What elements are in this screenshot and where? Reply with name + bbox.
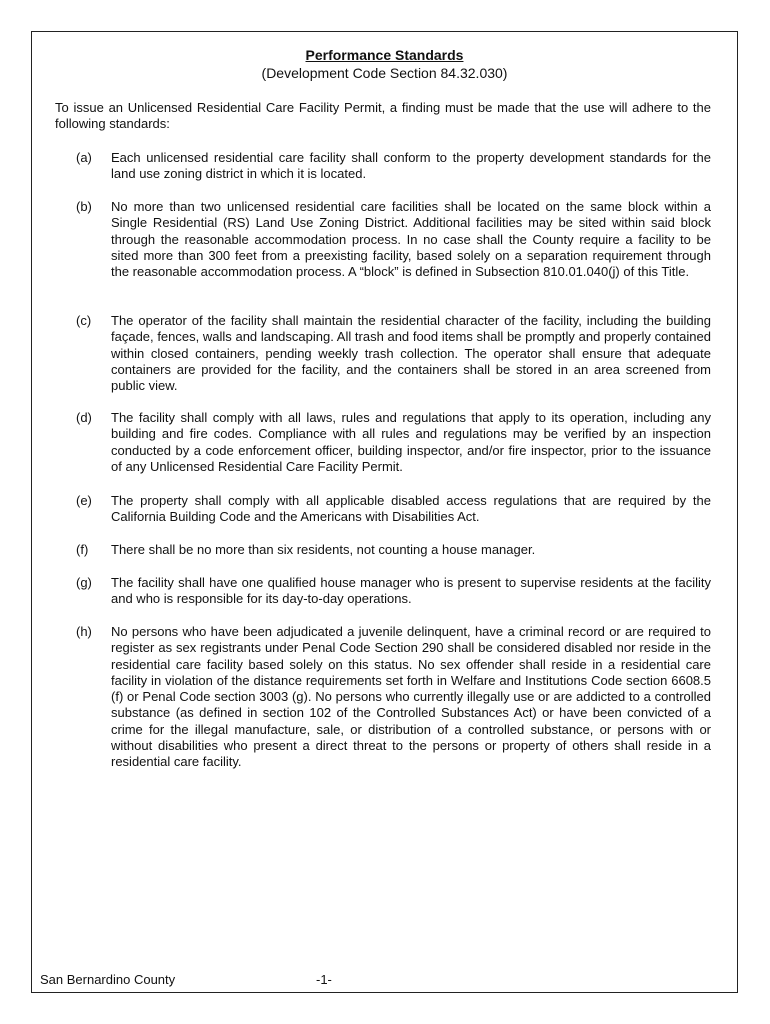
standard-item-b xyxy=(76,199,711,280)
standard-item-g xyxy=(76,575,711,608)
item-text: Each unlicensed residential care facility shall conform to the property development standards for the land use zoning district in which it is located. xyxy=(111,150,711,182)
standard-item-c xyxy=(76,313,711,394)
item-text: No persons who have been adjudicated a juvenile delinquent, have a criminal record or are required to register as sex registrants under Penal Code Section 290 shall be considered disabled nor reside in the residential care facility based solely on this status. No sex offender shall reside in a residential care facility in violation of the distance requirements set forth in Welfare and Institutions Code section 6608.5 (f) or Penal Code section 3003 (g). No persons who currently illegally use or are addicted to a controlled substance (as defined in section 102 of the Controlled Substances Act) or have been convicted of a crime for the illegal manufacture, sale, or distribution of a controlled substance, or persons with or without disabilities who present a direct threat to the persons or property of others shall reside in a residential care facility. xyxy=(111,624,711,770)
item-letter: (d) xyxy=(76,410,92,425)
item-letter: (b) xyxy=(76,199,92,214)
page-title: Performance Standards xyxy=(305,47,464,63)
footer-page-number: -1- xyxy=(316,972,332,987)
item-letter: (e) xyxy=(76,493,92,508)
item-text: The facility shall have one qualified house manager who is present to supervise residents at the facility and who is responsible for its day-to-day operations. xyxy=(111,575,711,607)
standard-item-f xyxy=(76,542,711,558)
item-text: The facility shall comply with all laws, rules and regulations that apply to its operation, including any building and fire codes. Compliance with all rules and regulations may be verified by an inspection conducted by a code enforcement officer, building inspector, and/or fire inspector, prior to the issuance of any Unlicensed Residential Care Facility Permit. xyxy=(111,410,711,474)
item-text: There shall be no more than six residents, not counting a house manager. xyxy=(111,542,536,557)
intro-paragraph: To issue an Unlicensed Residential Care Facility Permit, a finding must be made that the use will adhere to the following standards: xyxy=(55,100,711,132)
item-text: The property shall comply with all applicable disabled access regulations that are required by the California Building Code and the Americans with Disabilities Act. xyxy=(111,493,711,525)
item-letter: (h) xyxy=(76,624,92,639)
page-subtitle: (Development Code Section 84.32.030) xyxy=(261,65,508,81)
standard-item-a xyxy=(76,150,711,183)
item-letter: (a) xyxy=(76,150,92,165)
item-text: No more than two unlicensed residential care facilities shall be located on the same block within a Single Residential (RS) Land Use Zoning District. Additional facilities may be sited within said block through the reasonable accommodation process. In no case shall the County require a facility to be sited more than 300 feet from a preexisting facility, based solely on a separation requirement through the reasonable accommodation process. A “block” is defined in Subsection 810.01.040(j) of this Title. xyxy=(111,199,711,280)
item-letter: (c) xyxy=(76,313,92,328)
standard-item-d xyxy=(76,410,711,475)
item-letter: (f) xyxy=(76,542,89,557)
standard-item-h xyxy=(76,624,711,771)
footer-county: San Bernardino County xyxy=(40,972,176,987)
item-letter: (g) xyxy=(76,575,92,590)
standard-item-e xyxy=(76,493,711,526)
item-text: The operator of the facility shall maintain the residential character of the facility, including the building façade, fences, walls and landscaping. All trash and food items shall be promptly and properly contained within closed containers, pending weekly trash collection. The operator shall ensure that adequate containers are provided for the facility, and the containers shall be stored in an area screened from public view. xyxy=(111,313,711,394)
